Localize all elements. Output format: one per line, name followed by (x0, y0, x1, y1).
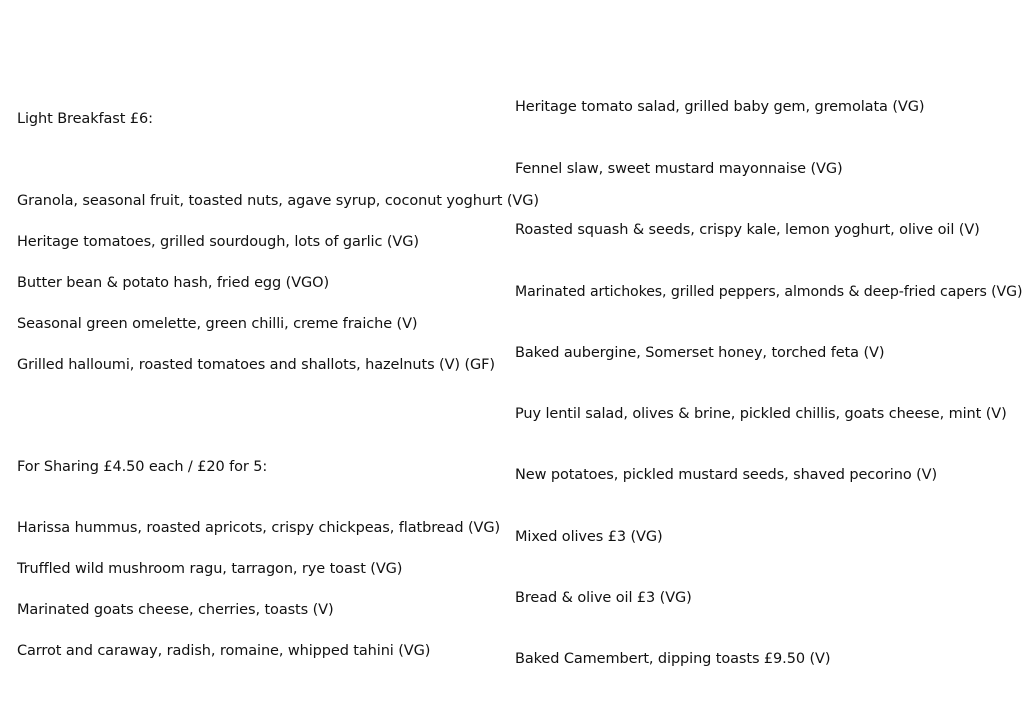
menu-item-mushroom-ragu: Truffled wild mushroom ragu, tarragon, rye toast (VG) (17, 561, 403, 577)
menu-item-bread: Bread & olive oil £3 (VG) (515, 590, 692, 606)
menu-item-carrot: Carrot and caraway, radish, romaine, whipped tahini (VG) (17, 643, 431, 659)
menu-item-omelette: Seasonal green omelette, green chilli, creme fraiche (V) (17, 316, 418, 332)
menu-item-lentil-salad: Puy lentil salad, olives & brine, pickled chillis, goats cheese, mint (V) (515, 406, 1007, 422)
menu-item-new-potatoes: New potatoes, pickled mustard seeds, shaved pecorino (V) (515, 467, 938, 483)
menu-item-tomato-salad: Heritage tomato salad, grilled baby gem, gremolata (VG) (515, 99, 925, 115)
sharing-heading: For Sharing £4.50 each / £20 for 5: (17, 459, 268, 475)
menu-item-halloumi: Grilled halloumi, roasted tomatoes and shallots, hazelnuts (V) (GF) (17, 357, 495, 373)
menu-item-fennel-slaw: Fennel slaw, sweet mustard mayonnaise (VG) (515, 161, 843, 177)
menu-item-camembert: Baked Camembert, dipping toasts £9.50 (V) (515, 651, 831, 667)
menu-item-olives: Mixed olives £3 (VG) (515, 529, 663, 545)
menu-item-artichokes: Marinated artichokes, grilled peppers, almonds & deep-fried capers (VG) (515, 284, 1023, 300)
breakfast-heading: Light Breakfast £6: (17, 111, 153, 127)
menu-item-granola: Granola, seasonal fruit, toasted nuts, agave syrup, coconut yoghurt (VG) (17, 193, 539, 209)
menu-item-heritage-tomatoes: Heritage tomatoes, grilled sourdough, lots of garlic (VG) (17, 234, 419, 250)
menu-item-roasted-squash: Roasted squash & seeds, crispy kale, lemon yoghurt, olive oil (V) (515, 222, 980, 238)
menu-item-goats-cheese: Marinated goats cheese, cherries, toasts (V) (17, 602, 334, 618)
menu-item-bean-hash: Butter bean & potato hash, fried egg (VGO) (17, 275, 330, 291)
menu-item-hummus: Harissa hummus, roasted apricots, crispy chickpeas, flatbread (VG) (17, 520, 501, 536)
menu-item-aubergine: Baked aubergine, Somerset honey, torched feta (V) (515, 345, 885, 361)
